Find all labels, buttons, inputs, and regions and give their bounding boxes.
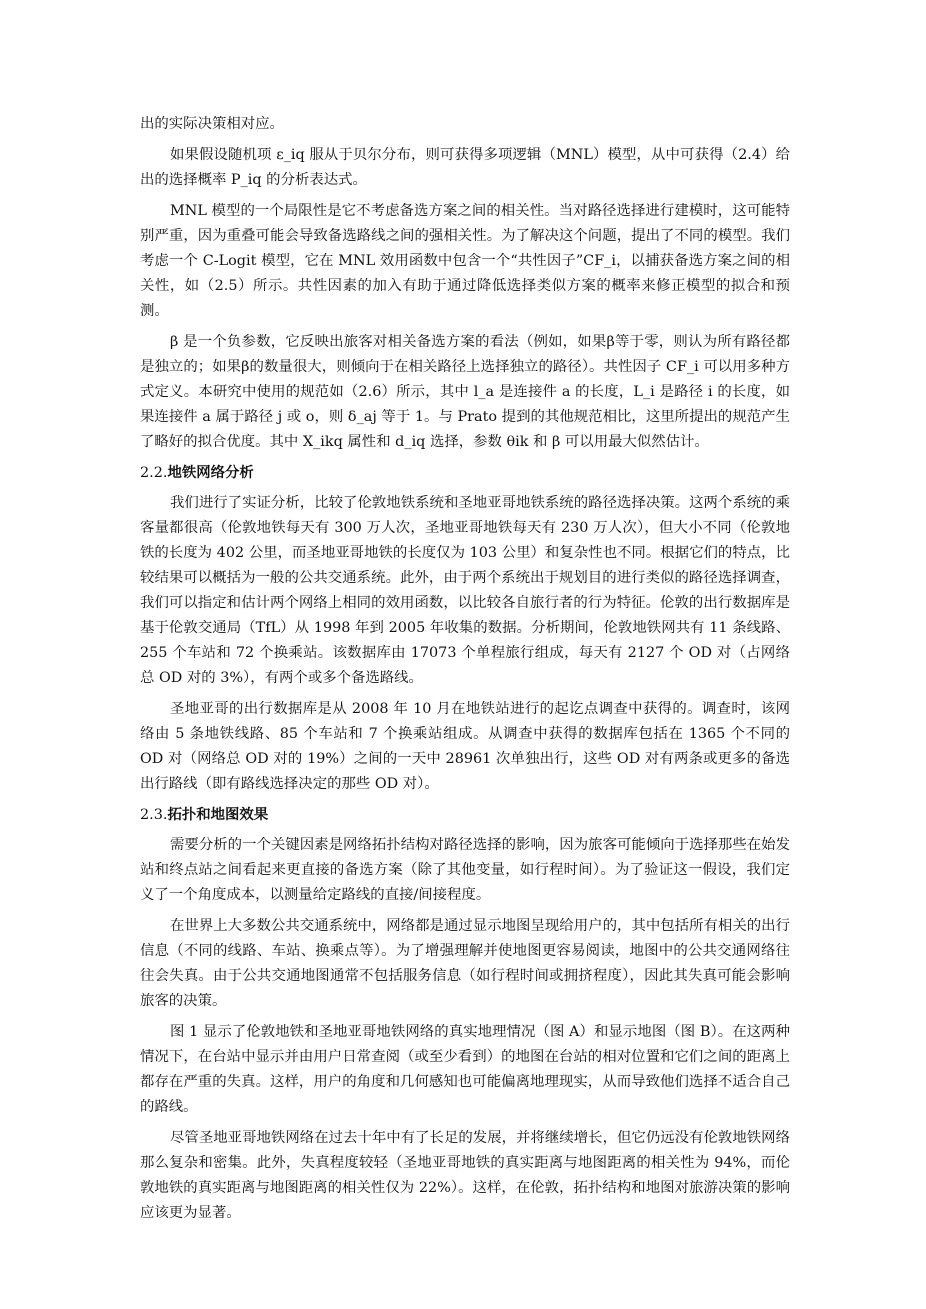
paragraph: β 是一个负参数，它反映出旅客对相关备选方案的看法（例如，如果β等于零，则认为所有路径都是独立的；如果β的数量很大，则倾向于在相关路径上选择独立的路径）。共性因子 CF_i 可以用多种方式定义。本研究中使用的规范如（2.6）所示，其中 l_a 是连接件 a 的长度，L_i 是路径 i 的长度，如果连接件 a 属于路径 j 或 o，则 δ_aj 等于 1。与 Prato 提到的其他规范相比，这里所提出的规范产生了略好的拟合优度。其中 X_ikq 属性和 d_iq 选择，参数 θik 和 β 可以用最大似然估计。: [140, 334, 790, 450]
paragraph: 如果假设随机项 ε_iq 服从于贝尔分布，则可获得多项逻辑（MNL）模型，从中可获得（2.4）给出的选择概率 P_iq 的分析表达式。: [140, 147, 790, 188]
section-number: 2.2.: [140, 465, 168, 481]
section-title: 地铁网络分析: [167, 464, 254, 481]
paragraph: 圣地亚哥的出行数据库是从 2008 年 10 月在地铁站进行的起讫点调查中获得的。调查时，该网络由 5 条地铁线路、85 个车站和 7 个换乘站组成。从调查中获得的数据库包括在 1365 个不同的 OD 对（网络总 OD 对的 19%）之间的一天中 28961 次单独出行，这些 OD 对有两条或更多的备选出行路线（即有路线选择决定的那些 OD 对）。: [140, 701, 790, 792]
document-page: [140, 112, 790, 1232]
section-heading: [140, 803, 790, 827]
paragraph: 在世界上大多数公共交通系统中，网络都是通过显示地图呈现给用户的，其中包括所有相关的出行信息（不同的线路、车站、换乘点等）。为了增强理解并使地图更容易阅读，地图中的公共交通网络往往会失真。由于公共交通地图通常不包括服务信息（如行程时间或拥挤程度），因此其失真可能会影响旅客的决策。: [140, 918, 790, 1009]
paragraph: 图 1 显示了伦敦地铁和圣地亚哥地铁网络的真实地理情况（图 A）和显示地图（图 B）。在这两种情况下，在台站中显示并由用户日常查阅（或至少看到）的地图在台站的相对位置和它们之间的距离上都存在严重的失真。这样，用户的角度和几何感知也可能偏离地理现实，从而导致他们选择不适合自己的路线。: [140, 1024, 790, 1115]
section-heading: [140, 461, 790, 485]
paragraph: MNL 模型的一个局限性是它不考虑备选方案之间的相关性。当对路径选择进行建模时，这可能特别严重，因为重叠可能会导致备选路线之间的强相关性。为了解决这个问题，提出了不同的模型。我们考虑一个 C-Logit 模型，它在 MNL 效用函数中包含一个“共性因子”CF_i，以捕获备选方案之间的相关性，如（2.5）所示。共性因素的加入有助于通过降低选择类似方案的概率来修正模型的拟合和预测。: [140, 203, 790, 319]
paragraph: 出的实际决策相对应。: [140, 116, 284, 132]
paragraph: 我们进行了实证分析，比较了伦敦地铁系统和圣地亚哥地铁系统的路径选择决策。这两个系统的乘客量都很高（伦敦地铁每天有 300 万人次，圣地亚哥地铁每天有 230 万人次），但大小不同（伦敦地铁的长度为 402 公里，而圣地亚哥地铁的长度仅为 103 公里）和复杂性也不同。根据它们的特点，比较结果可以概括为一般的公共交通系统。此外，由于两个系统出于规划目的进行类似的路径选择调查，我们可以指定和估计两个网络上相同的效用函数，以比较各自旅行者的行为特征。伦敦的出行数据库是基于伦敦交通局（TfL）从 1998 年到 2005 年收集的数据。分析期间，伦敦地铁网共有 11 条线路、255 个车站和 72 个换乘站。该数据库由 17073 个单程旅行组成，每天有 2127 个 OD 对（占网络总 OD 对的 3%），有两个或多个备选路线。: [140, 495, 790, 686]
paragraph: 需要分析的一个关键因素是网络拓扑结构对路径选择的影响，因为旅客可能倾向于选择那些在始发站和终点站之间看起来更直接的备选方案（除了其他变量，如行程时间）。为了验证这一假设，我们定义了一个角度成本，以测量给定路线的直接/间接程度。: [140, 837, 790, 903]
section-title: 拓扑和地图效果: [167, 806, 269, 823]
paragraph: 尽管圣地亚哥地铁网络在过去十年中有了长足的发展，并将继续增长，但它仍远没有伦敦地铁网络那么复杂和密集。此外，失真程度较轻（圣地亚哥地铁的真实距离与地图距离的相关性为 94%，而伦敦地铁的真实距离与地图距离的相关性仅为 22%）。这样，在伦敦，拓扑结构和地图对旅游决策的影响应该更为显著。: [140, 1130, 790, 1221]
section-number: 2.3.: [140, 807, 168, 823]
